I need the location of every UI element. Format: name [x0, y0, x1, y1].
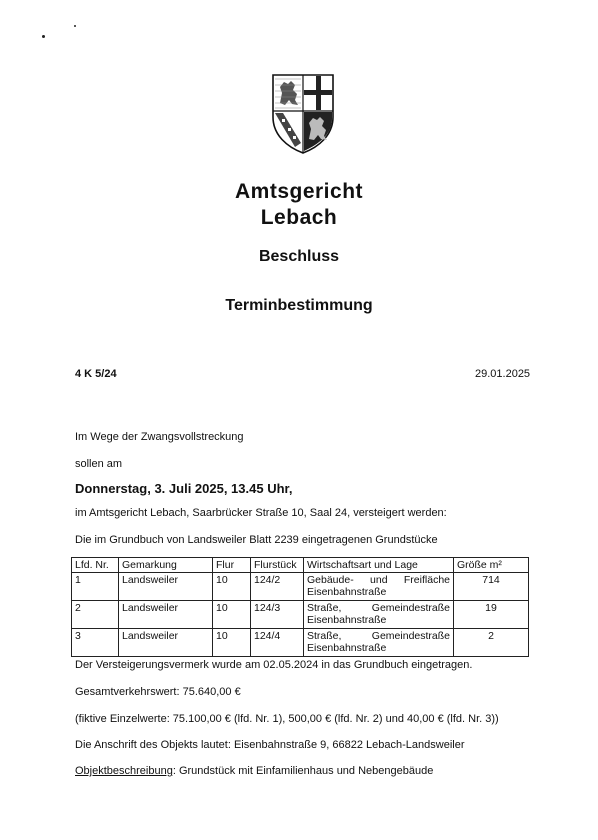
- column-header: Wirtschaftsart und Lage: [304, 558, 454, 573]
- property-intro: Die im Grundbuch von Landsweiler Blatt 2239 eingetragenen Grundstücke: [75, 534, 438, 546]
- intro-text: Im Wege der Zwangsvollstreckung: [75, 431, 244, 443]
- column-header: Flur: [213, 558, 251, 573]
- table-header-row: [72, 558, 529, 573]
- flur-cell: 10: [213, 629, 251, 657]
- street-name: Eisenbahnstraße: [307, 586, 387, 598]
- table-row: [72, 629, 529, 657]
- auction-datetime: Donnerstag, 3. Juli 2025, 13.45 Uhr,: [75, 481, 293, 496]
- description-label: Objektbeschreibung: [75, 765, 173, 777]
- document-type: Beschluss: [258, 248, 340, 265]
- area-cell: 2: [454, 629, 529, 657]
- property-address: Die Anschrift des Objekts lautet: Eisenbahnstraße 9, 66822 Lebach-Landsweiler: [75, 739, 465, 751]
- auction-location: im Amtsgericht Lebach, Saarbrücker Straße 10, Saal 24, versteigert werden:: [75, 507, 447, 519]
- row-number: 2: [72, 601, 119, 629]
- row-number: 3: [72, 629, 119, 657]
- table-row: [72, 573, 529, 601]
- gemarkung-cell: Landsweiler: [119, 629, 213, 657]
- document-title: Terminbestimmung: [225, 297, 373, 314]
- table-row: [72, 601, 529, 629]
- row-number: 1: [72, 573, 119, 601]
- file-number: 4 K 5/24: [75, 368, 117, 380]
- street-name: Eisenbahnstraße: [307, 642, 387, 654]
- coat-of-arms-icon: [271, 73, 335, 155]
- property-description: [75, 765, 433, 777]
- use-type: Gebäude- und Freifläche: [307, 574, 450, 586]
- flur-cell: 10: [213, 601, 251, 629]
- document-date: 29.01.2025: [475, 368, 531, 380]
- use-location-cell: [304, 573, 454, 601]
- area-cell: 19: [454, 601, 529, 629]
- column-header: Lfd. Nr.: [72, 558, 119, 573]
- gemarkung-cell: Landsweiler: [119, 601, 213, 629]
- use-type: Straße, Gemeindestraße: [307, 602, 450, 614]
- use-location-cell: [304, 601, 454, 629]
- flurstueck-cell: 124/2: [251, 573, 304, 601]
- total-value: Gesamtverkehrswert: 75.640,00 €: [75, 686, 241, 698]
- flur-cell: 10: [213, 573, 251, 601]
- scan-speck: [74, 25, 76, 27]
- registry-note: Der Versteigerungsvermerk wurde am 02.05.2024 in das Grundbuch eingetragen.: [75, 659, 473, 671]
- flurstueck-cell: 124/3: [251, 601, 304, 629]
- column-header: Größe m²: [454, 558, 529, 573]
- street-name: Eisenbahnstraße: [307, 614, 387, 626]
- sollen-text: sollen am: [75, 458, 123, 470]
- parcels-table: [71, 557, 529, 657]
- scan-speck: [42, 35, 45, 38]
- flurstueck-cell: 124/4: [251, 629, 304, 657]
- column-header: Flurstück: [251, 558, 304, 573]
- gemarkung-cell: Landsweiler: [119, 573, 213, 601]
- use-type: Straße, Gemeindestraße: [307, 630, 450, 642]
- court-location: Lebach: [260, 206, 338, 229]
- court-name: Amtsgericht: [234, 180, 364, 203]
- individual-values: (fiktive Einzelwerte: 75.100,00 € (lfd. Nr. 1), 500,00 € (lfd. Nr. 2) und 40,00 € (lfd. Nr. 3)): [75, 713, 499, 725]
- area-cell: 714: [454, 573, 529, 601]
- column-header: Gemarkung: [119, 558, 213, 573]
- use-location-cell: [304, 629, 454, 657]
- description-text: : Grundstück mit Einfamilienhaus und Nebengebäude: [172, 765, 434, 777]
